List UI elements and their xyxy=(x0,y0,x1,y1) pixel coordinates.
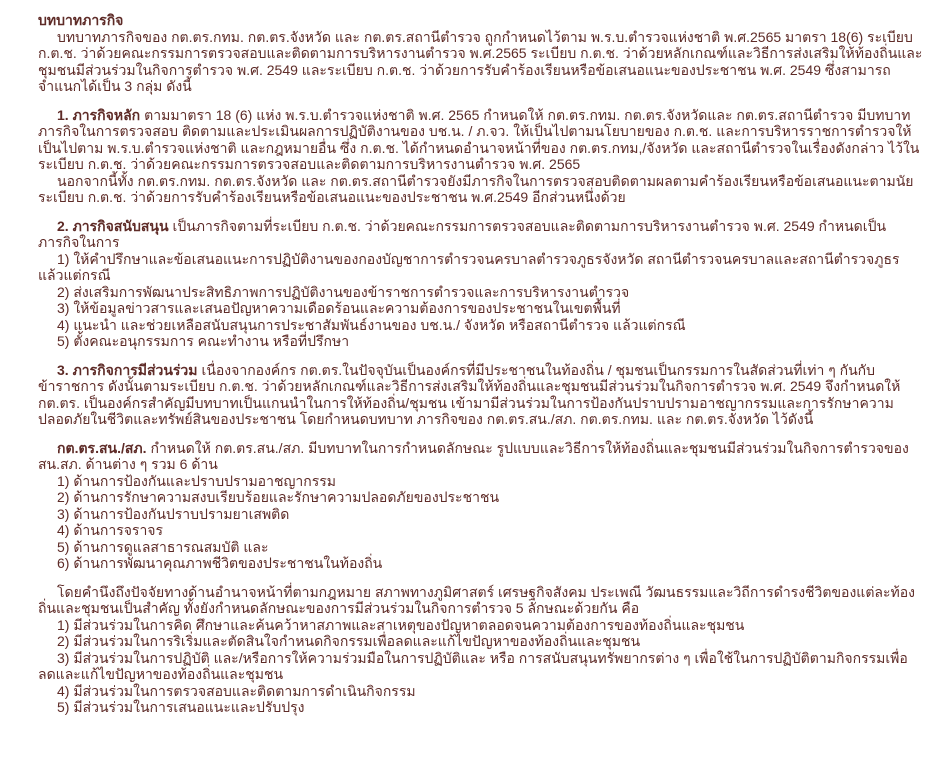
list-item xyxy=(38,555,923,572)
station-committee-paragraph xyxy=(38,440,923,473)
list-item-text: 3) มีส่วนร่วมในการปฏิบัติ และ/หรือการให้ความร่วมมือในการปฏิบัติและ หรือ การสนับสนุนทรัพยากรต่าง ๆ เพื่อใช้ในการปฏิบัติตามกิจกรรมเพื่อลดและแก้ไขปัญหาของท้องถิ่นและชุมชน xyxy=(38,649,908,682)
paragraph-text: ตามมาตรา 18 (6) แห่ง พ.ร.บ.ตำรวจแห่งชาติ พ.ศ. 2565 กำหนดให้ กต.ตร.กทม. กต.ตร.จังหวัดและ กต.ตร.สถานีตำรวจ มีบทบาทภารกิจในการตรวจสอบ ติดตามและประเมินผลการปฏิบัติงานของ บช.น. / ภ.จว. ให้เป็นไปตามนโยบายของ ก.ต.ช. และการบริหารราชการตำรวจให้เป็นไปตาม พ.ร.บ.ตำรวจแห่งชาติ และกฎหมายอื่น ซึ่ง ก.ต.ช. ได้กำหนดอำนาจหน้าที่ของ กต.ตร.กทม,/จังหวัด และสถานีตำรวจในเรื่องดังกล่าว ไว้ในระเบียบ ก.ต.ช. ว่าด้วยคณะกรรมการตรวจสอบและติดตามการบริหารงานตำรวจ พ.ศ. 2565 xyxy=(38,106,920,172)
section-2-lead: 2. ภารกิจสนับสนุน xyxy=(57,217,169,234)
list-item-text: 5) ตั้งคณะอนุกรรมการ คณะทำงาน หรือที่ปรึกษา xyxy=(57,333,350,349)
section-2-paragraph xyxy=(38,218,923,251)
paragraph-text: นอกจากนี้ทั้ง กต.ตร.กทม. กต.ตร.จังหวัด และ กต.ตร.สถานีตำรวจยังมีภารกิจในการตรวจสอบติดตามผลตามคำร้องเรียนหรือข้อเสนอแนะตามนัยระเบียบ ก.ต.ช. ว่าด้วยการรับคำร้องเรียนหรือข้อเสนอแนะของประชาชน พ.ศ.2549 อีกส่วนหนึ่งด้วย xyxy=(38,172,914,205)
list-item xyxy=(38,506,923,523)
section-1-paragraph-2 xyxy=(38,173,923,206)
paragraph-intro xyxy=(38,29,923,95)
list-item xyxy=(38,317,923,334)
list-item-text: 3) ให้ข้อมูลข่าวสารและเสนอปัญหาความเดือดร้อนและความต้องการของประชาชนในเขตพื้นที่ xyxy=(57,300,621,316)
list-item xyxy=(38,300,923,317)
list-item-text: 2) ด้านการรักษาความสงบเรียบร้อยและรักษาความปลอดภัยของประชาชน xyxy=(57,489,500,505)
document-heading: บทบาทภารกิจ xyxy=(38,12,124,28)
paragraph-text: บทบาทภารกิจของ กต.ตร.กทม. กต.ตร.จังหวัด และ กต.ตร.สถานีตำรวจ ถูกกำหนดไว้ตาม พ.ร.บ.ตำรวจแห่งชาติ พ.ศ.2565 มาตรา 18(6) ระเบียบ ก.ต.ช. ว่าด้วยคณะกรรมการตรวจสอบและติดตามการบริหารงานตำรวจ พ.ศ.2565 ระเบียบ ก.ต.ช. ว่าด้วยหลักเกณฑ์และวิธีการส่งเสริมให้ท้องถิ่นและชุมชนมีส่วนร่วมในกิจการตำรวจ พ.ศ. 2549 และระเบียบ ก.ต.ช. ว่าด้วยการรับคำร้องเรียนหรือข้อเสนอแนะของประชาชน พ.ศ. 2549 ซึ่งสามารถจำแนกได้เป็น 3 กลุ่ม ดังนี้ xyxy=(38,28,923,94)
list-item-text: 2) มีส่วนร่วมในการริเริ่มและตัดสินใจกำหนดกิจกรรมเพื่อลดและแก้ไขปัญหาของท้องถิ่นและชุมชน xyxy=(57,633,641,649)
list-item-text: 4) แนะนำ และช่วยเหลือสนับสนุนการประชาสัมพันธ์งานของ บช.น./ จังหวัด หรือสถานีตำรวจ แล้วแต่กรณี xyxy=(57,316,686,333)
list-item xyxy=(38,251,923,284)
list-item-text: 3) ด้านการป้องกันปราบปรามยาเสพติด xyxy=(57,505,290,522)
list-item xyxy=(38,650,923,683)
list-item-text: 4) ด้านการจราจร xyxy=(57,522,164,538)
list-item-text: 1) ด้านการป้องกันและปราบปรามอาชญากรรม xyxy=(57,472,336,489)
closing-paragraph xyxy=(38,584,923,617)
list-item-text: 5) ด้านการดูแลสาธารณสมบัติ และ xyxy=(57,538,269,555)
list-item xyxy=(38,617,923,634)
paragraph-text: เป็นภารกิจตามที่ระเบียบ ก.ต.ช. ว่าด้วยคณะกรรมการตรวจสอบและติดตามการบริหารงานตำรวจ พ.ศ. 2549 กำหนดเป็นภารกิจในการ xyxy=(38,217,887,250)
list-item xyxy=(38,633,923,650)
list-item xyxy=(38,699,923,716)
list-item xyxy=(38,333,923,350)
section-3-lead: 3. ภารกิจการมีส่วนร่วม xyxy=(57,361,198,378)
paragraph-text: กำหนดให้ กต.ตร.สน./สภ. มีบทบาทในการกำหนดลักษณะ รูปแบบและวิธีการให้ท้องถิ่นและชุมชนมีส่วนร่วมในกิจการตำรวจของ สน.สภ. ด้านต่าง ๆ รวม 6 ด้าน xyxy=(38,439,909,472)
station-committee-lead: กต.ตร.สน./สภ. xyxy=(57,439,147,456)
paragraph-text: โดยคำนึงถึงปัจจัยทางด้านอำนาจหน้าที่ตามกฎหมาย สภาพทางภูมิศาสตร์ เศรษฐกิจสังคม ประเพณี วัฒนธรรมและวิถีการดำรงชีวิตของแต่ละท้องถิ่นและชุมชนเป็นสำคัญ ทั้งยังกำหนดลักษณะของการมีส่วนร่วมในกิจการตำรวจ 5 ลักษณะด้วยกัน คือ xyxy=(38,583,915,616)
list-item-text: 6) ด้านการพัฒนาคุณภาพชีวิตของประชาชนในท้องถิ่น xyxy=(57,555,383,571)
section-3-paragraph xyxy=(38,362,923,428)
list-item-text: 2) ส่งเสริมการพัฒนาประสิทธิภาพการปฏิบัติงานของข้าราชการตำรวจและการบริหารงานตำรวจ xyxy=(57,283,630,300)
list-item xyxy=(38,489,923,506)
section-1-paragraph xyxy=(38,107,923,173)
list-item-text: 5) มีส่วนร่วมในการเสนอแนะและปรับปรุง xyxy=(57,699,305,715)
paragraph-text: เนื่องจากองค์กร กต.ตร.ในปัจจุบันเป็นองค์กรที่มีประชาชนในท้องถิ่น / ชุมชนเป็นกรรมการในสัดส่วนที่เท่า ๆ กันกับข้าราชการ ดังนั้นตามระเบียบ ก.ต.ช. ว่าด้วยหลักเกณฑ์และวิธีการส่งเสริมให้ท้องถิ่นและชุมชนมีส่วนร่วมในกิจการตำรวจ พ.ศ. 2549 จึงกำหนดให้ กต.ตร. เป็นองค์กรสำคัญมีบทบาทเป็นแกนนำในการให้ท้องถิ่น/ชุมชน เข้ามามีส่วนร่วมในการป้องกันปราบปรามอาชญากรรมและการรักษาความปลอดภัยในชีวิตและทรัพย์สินของประชาชน โดยกำหนดบทบาท ภารกิจของ กต.ตร.สน./สภ. กต.ตร.กทม. และ กต.ตร.จังหวัด ไว้ดังนี้ xyxy=(38,361,901,427)
list-item xyxy=(38,522,923,539)
list-item xyxy=(38,473,923,490)
section-1-lead: 1. ภารกิจหลัก xyxy=(57,106,141,123)
list-item-text: 1) มีส่วนร่วมในการคิด ศึกษาและค้นคว้าหาสภาพและสาเหตุของปัญหาตลอดจนความต้องการของท้องถิ่นและชุมชน xyxy=(57,616,745,633)
list-item xyxy=(38,284,923,301)
list-item xyxy=(38,539,923,556)
list-item xyxy=(38,683,923,700)
list-item-text: 4) มีส่วนร่วมในการตรวจสอบและติดตามการดำเนินกิจกรรม xyxy=(57,682,416,699)
list-item-text: 1) ให้คำปรึกษาและข้อเสนอแนะการปฏิบัติงานของกองบัญชาการตำรวจนครบาลตำรวจภูธรจังหวัด สถานีตำรวจนครบาลและสถานีตำรวจภูธร แล้วแต่กรณี xyxy=(38,250,900,283)
